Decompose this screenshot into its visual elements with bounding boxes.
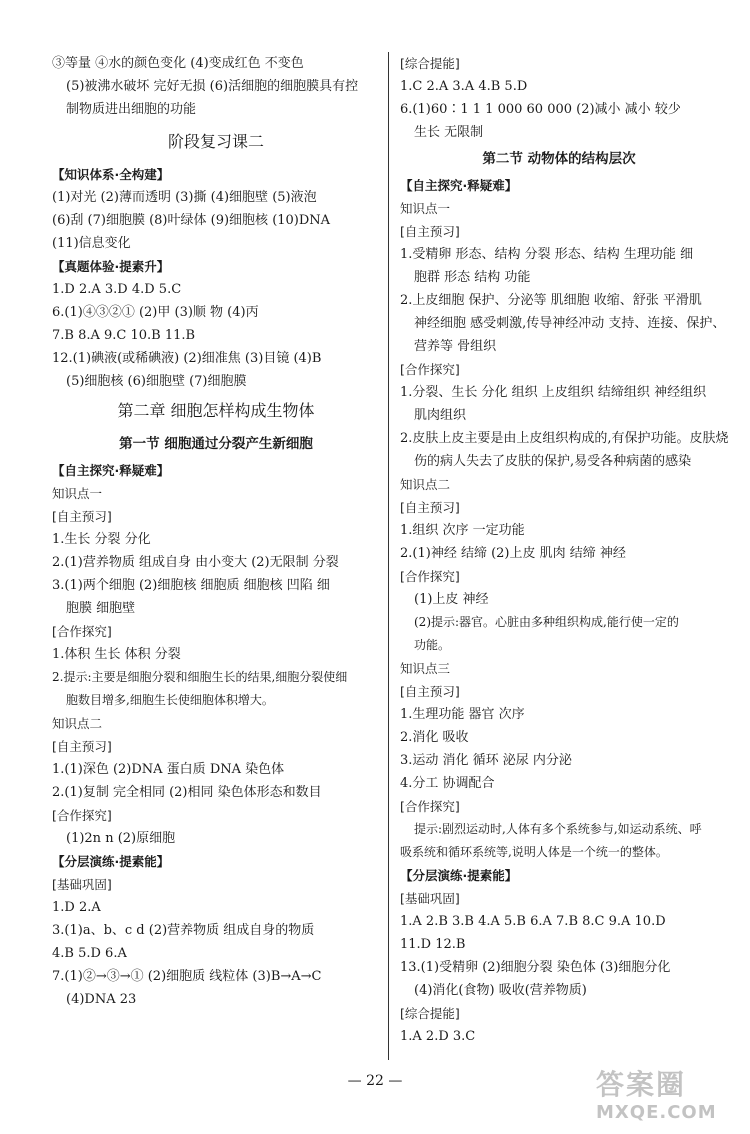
text-line: 1.A 2.D 3.C <box>400 1029 476 1044</box>
subheading: [基础巩固] <box>52 877 112 892</box>
text-line: (4)消化(食物) 吸收(营养物质) <box>414 983 587 998</box>
text-line: 1.D 2.A 3.D 4.D 5.C <box>52 282 182 297</box>
section-header: 【知识体系·全构建】 <box>52 167 170 182</box>
text-line: (1)2n n (2)原细胞 <box>66 831 176 846</box>
subheading: 知识点二 <box>52 716 103 731</box>
text-line: 1.生理功能 器官 次序 <box>400 707 525 722</box>
page-number: — 22 — <box>347 1073 403 1089</box>
text-line: (1)上皮 神经 <box>414 592 489 607</box>
text-line: 1.体积 生长 体积 分裂 <box>52 647 181 662</box>
text-line: 1.D 2.A <box>52 900 101 915</box>
watermark-logo <box>596 1068 736 1128</box>
hint-line: 胞数目增多,细胞生长使细胞体积增大。 <box>66 693 274 707</box>
review-title: 阶段复习课二 <box>167 132 264 151</box>
text-line: 3.运动 消化 循环 泌尿 内分泌 <box>400 753 572 768</box>
subheading: 知识点三 <box>400 661 451 676</box>
hint-line: (2)提示:器官。心脏由多种组织构成,能行使一定的 <box>414 615 679 629</box>
hint-line: 2.提示:主要是细胞分裂和细胞生长的结果,细胞分裂使细 <box>52 670 348 684</box>
text-line: 2.(1)营养物质 组成自身 由小变大 (2)无限制 分裂 <box>52 555 339 570</box>
text-line: 1.分裂、生长 分化 组织 上皮组织 结缔组织 神经组织 <box>400 385 707 400</box>
text-line: 伤的病人失去了皮肤的保护,易受各种病菌的感染 <box>414 454 692 469</box>
text-line: 1.生长 分裂 分化 <box>52 532 151 547</box>
text-line: (5)细胞核 (6)细胞壁 (7)细胞膜 <box>66 374 247 389</box>
text-line: (1)对光 (2)薄而透明 (3)撕 (4)细胞壁 (5)液泡 <box>52 190 317 205</box>
text-line: 12.(1)碘液(或稀碘液) (2)细准焦 (3)目镜 (4)B <box>52 351 322 366</box>
left-column <box>52 52 380 1011</box>
text-line: 肌肉组织 <box>414 408 467 423</box>
text-line: 6.(1)④③②① (2)甲 (3)顺 物 (4)丙 <box>52 305 259 320</box>
text-line: (11)信息变化 <box>52 236 131 251</box>
text-line: 1.受精卵 形态、结构 分裂 形态、结构 生理功能 细 <box>400 247 694 262</box>
text-line: 7.(1)②→③→① (2)细胞质 线粒体 (3)B→A→C <box>52 969 322 984</box>
text-line: 生长 无限制 <box>414 125 484 140</box>
section-header: 【自主探究·释疑难】 <box>52 463 170 478</box>
subheading: [自主预习] <box>52 509 112 524</box>
text-line: 2.消化 吸收 <box>400 730 469 745</box>
subheading: [合作探究] <box>52 808 112 823</box>
section-header: 【分层演练·提素能】 <box>400 868 518 883</box>
text-line: 3.(1)两个细胞 (2)细胞核 细胞质 细胞核 凹陷 细 <box>52 578 330 593</box>
watermark-en: MXQE.COM <box>596 1102 717 1123</box>
subheading: 知识点二 <box>400 477 451 492</box>
subheading: [综合提能] <box>400 56 460 71</box>
text-line: 胞群 形态 结构 功能 <box>414 270 531 285</box>
subheading: [合作探究] <box>400 362 460 377</box>
subheading: [自主预习] <box>400 224 460 239</box>
section-header: 【分层演练·提素能】 <box>52 854 170 869</box>
text-line: 2.(1)神经 结缔 (2)上皮 肌肉 结缔 神经 <box>400 546 626 561</box>
text-line: 营养等 骨组织 <box>414 339 497 354</box>
text-line: 4.B 5.D 6.A <box>52 946 127 961</box>
subheading: 知识点一 <box>52 486 103 501</box>
right-column <box>400 52 729 1048</box>
text-line: 神经细胞 感受刺激,传导神经冲动 支持、连接、保护、 <box>414 316 726 331</box>
text-line: 制物质进出细胞的功能 <box>66 102 197 117</box>
hint-line: 吸系统和循环系统等,说明人体是一个统一的整体。 <box>400 845 668 859</box>
subheading: [自主预习] <box>400 684 460 699</box>
text-line: (6)刮 (7)细胞膜 (8)叶绿体 (9)细胞核 (10)DNA <box>52 213 331 228</box>
text-line: 13.(1)受精卵 (2)细胞分裂 染色体 (3)细胞分化 <box>400 960 671 975</box>
watermark-cn: 答案圈 <box>596 1068 687 1101</box>
section-header: 【自主探究·释疑难】 <box>400 178 518 193</box>
text-line: 3.(1)a、b、c d (2)营养物质 组成自身的物质 <box>52 923 315 938</box>
text-line: ③等量 ④水的颜色变化 (4)变成红色 不变色 <box>52 56 304 71</box>
text-line: 胞膜 细胞壁 <box>66 601 136 616</box>
text-line: 2.上皮细胞 保护、分泌等 肌细胞 收缩、舒张 平滑肌 <box>400 293 702 308</box>
text-line: (4)DNA 23 <box>66 992 137 1007</box>
column-divider <box>388 52 389 1060</box>
section-title: 第一节 细胞通过分裂产生新细胞 <box>119 436 313 452</box>
text-line: 7.B 8.A 9.C 10.B 11.B <box>52 328 196 343</box>
text-line: 1.组织 次序 一定功能 <box>400 523 525 538</box>
text-line: (5)被沸水破坏 完好无损 (6)活细胞的细胞膜具有控 <box>66 79 359 94</box>
text-line: 2.皮肤上皮主要是由上皮组织构成的,有保护功能。皮肤烧 <box>400 431 729 446</box>
hint-line: 提示:剧烈运动时,人体有多个系统参与,如运动系统、呼 <box>414 822 702 836</box>
text-line: 1.C 2.A 3.A 4.B 5.D <box>400 79 528 94</box>
chapter-title: 第二章 细胞怎样构成生物体 <box>117 401 315 420</box>
subheading: [合作探究] <box>400 569 460 584</box>
subheading: [合作探究] <box>400 799 460 814</box>
text-line: 1.(1)深色 (2)DNA 蛋白质 DNA 染色体 <box>52 762 285 777</box>
hint-line: 功能。 <box>414 638 451 652</box>
subheading: [自主预习] <box>52 739 112 754</box>
subheading: [基础巩固] <box>400 891 460 906</box>
text-line: 4.分工 协调配合 <box>400 776 495 791</box>
section-title: 第二节 动物体的结构层次 <box>482 151 636 167</box>
text-line: 11.D 12.B <box>400 937 466 952</box>
subheading: [自主预习] <box>400 500 460 515</box>
subheading: 知识点一 <box>400 201 451 216</box>
text-line: 1.A 2.B 3.B 4.A 5.B 6.A 7.B 8.C 9.A 10.D <box>400 914 666 929</box>
subheading: [综合提能] <box>400 1006 460 1021</box>
section-header: 【真题体验·提素升】 <box>52 259 170 274</box>
text-line: 6.(1)60∶1 1 1 000 60 000 (2)减小 减小 较少 <box>400 102 681 117</box>
subheading: [合作探究] <box>52 624 112 639</box>
text-line: 2.(1)复制 完全相同 (2)相同 染色体形态和数目 <box>52 785 322 800</box>
